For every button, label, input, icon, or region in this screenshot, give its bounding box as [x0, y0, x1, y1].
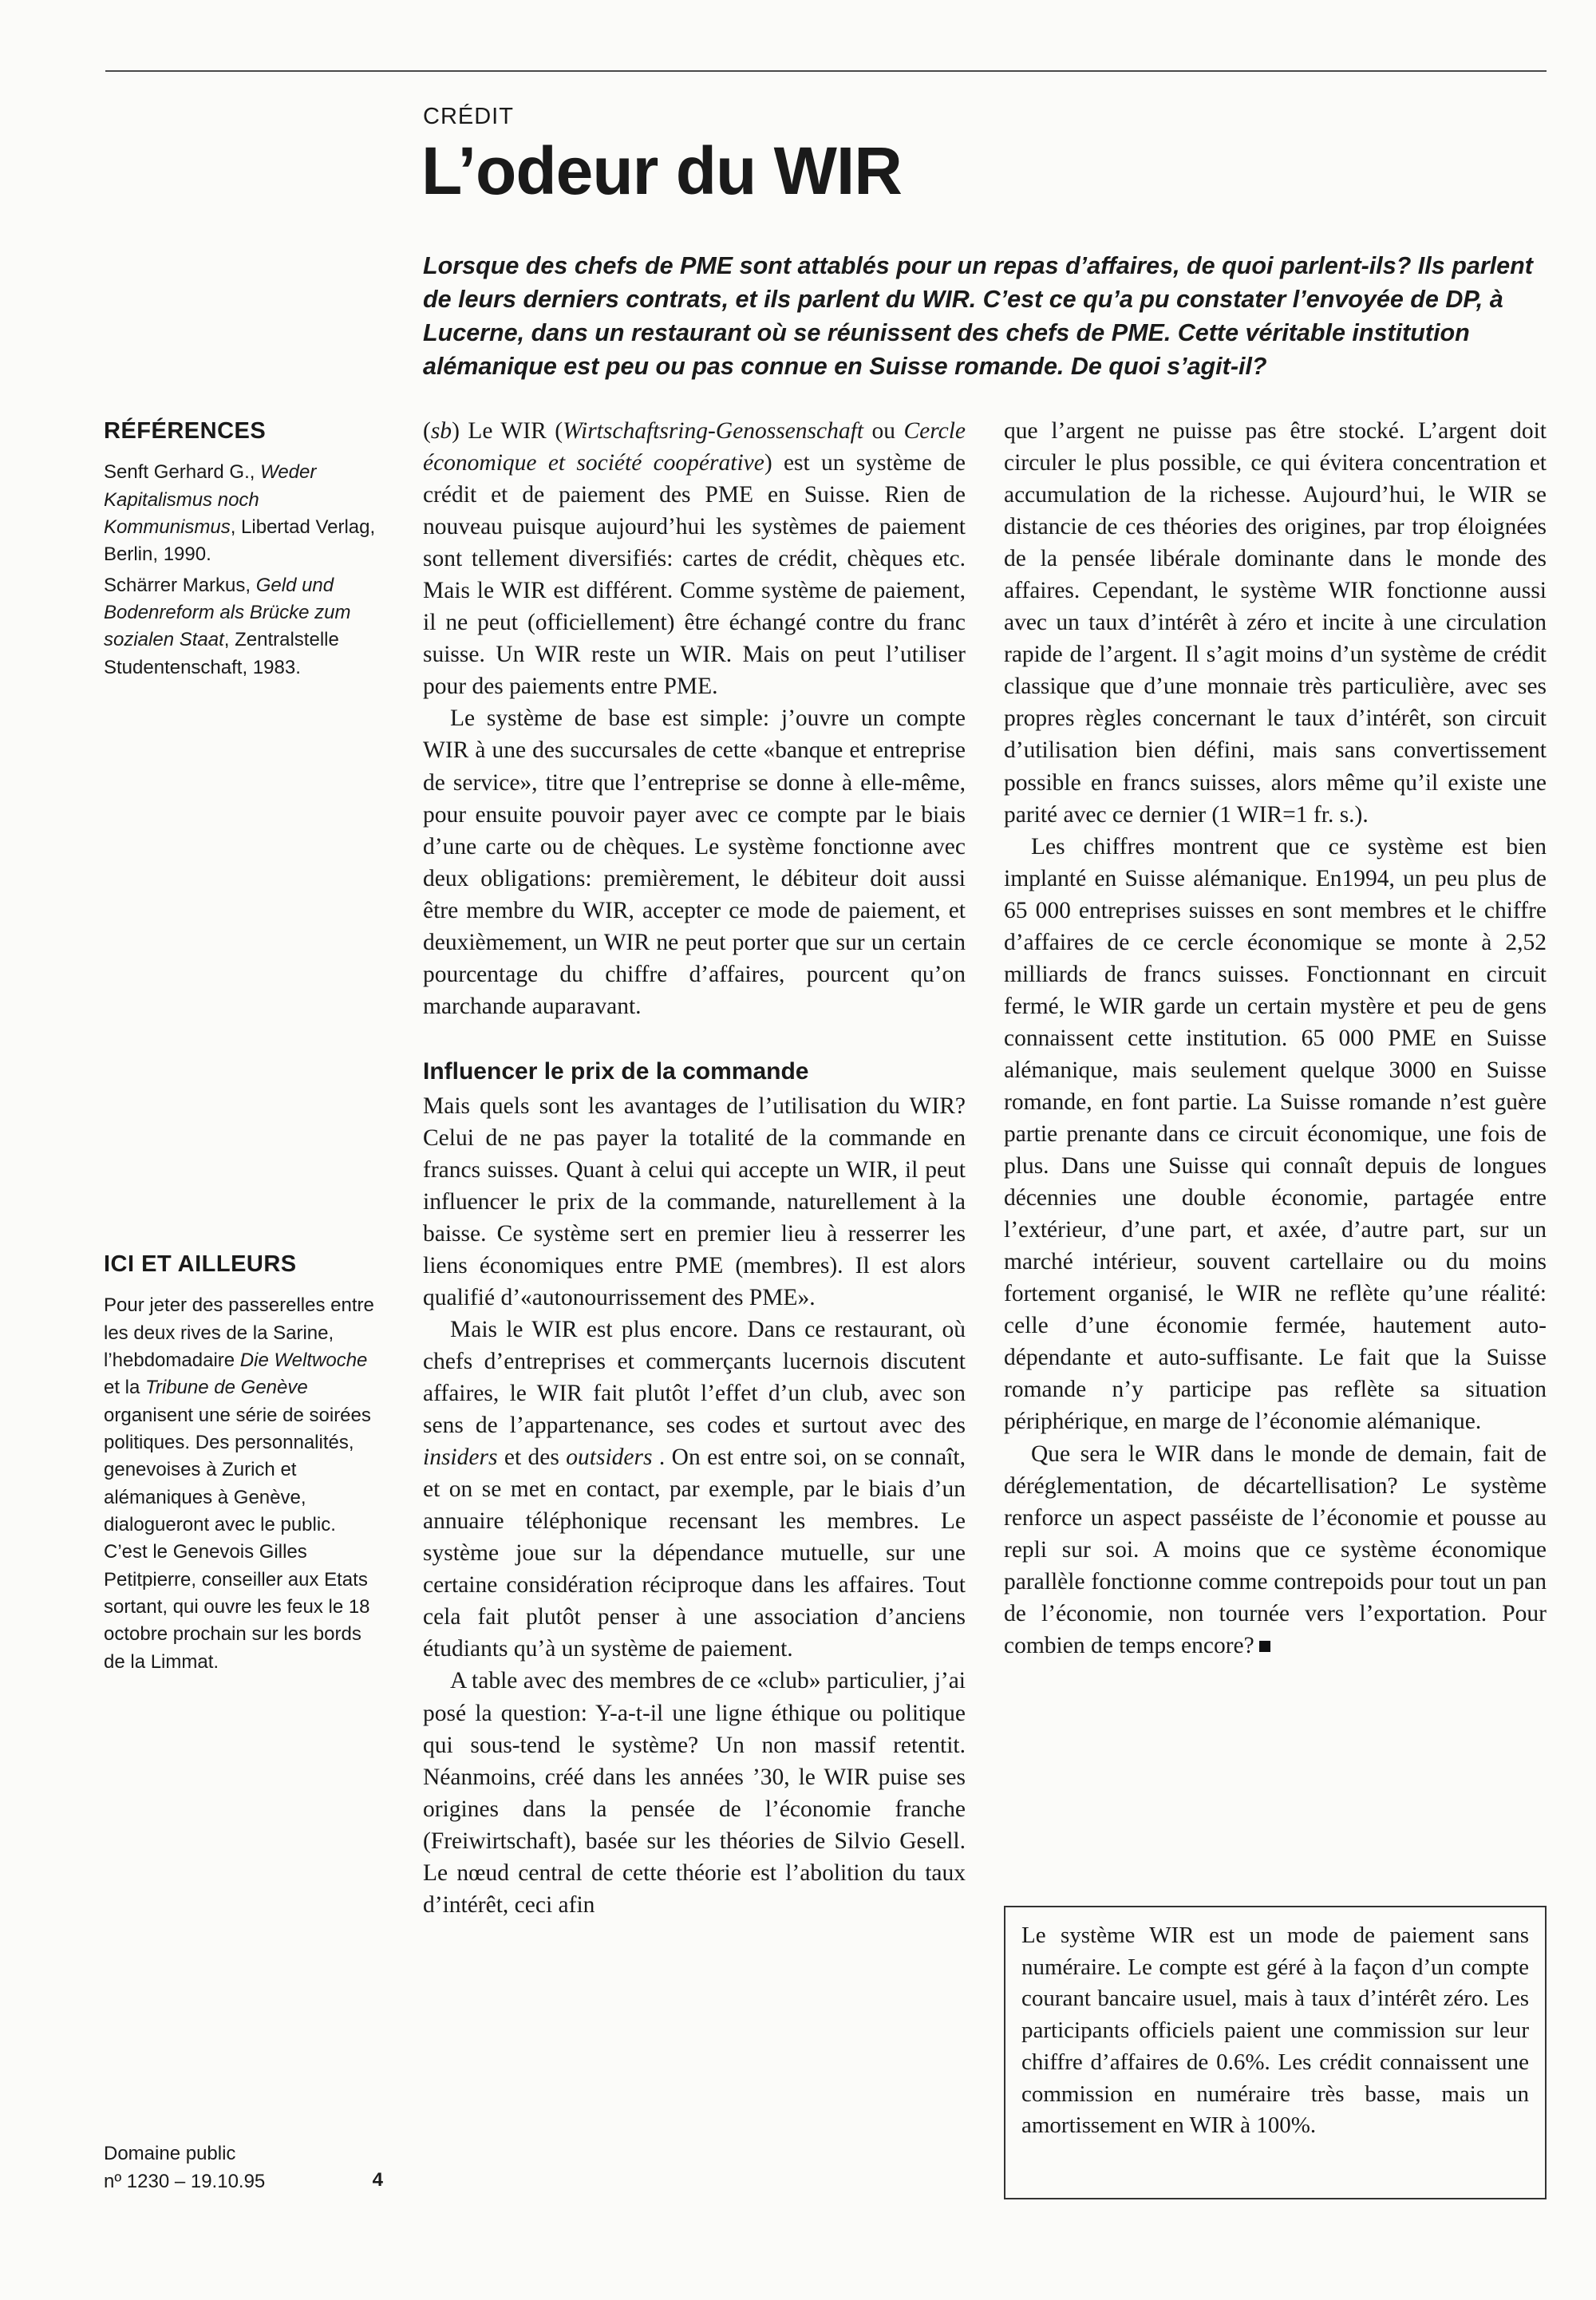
- paragraph: (sb) Le WIR (Wirtschaftsring-Genossenschaft ou Cercle économique et société coopérative) est un système de crédit et de paiement des PME en Suisse. Rien de nouveau puisque aujourd’hui les systèmes de paiement sont tellement diversifiés: cartes de crédit, chèques etc. Mais le WIR est différent. Comme système de paiement, il ne peut (officiellement) être échangé contre du franc suisse. Un WIR reste un WIR. Mais on peut l’utiliser pour des paiements entre PME.: [423, 418, 966, 700]
- publication-name: Domaine public: [104, 2143, 236, 2164]
- article-column-2: [1004, 415, 1547, 1662]
- ici-ailleurs-text: Pour jeter des passerelles entre les deux rives de la Sarine, l’hebdomadaire Die Weltwoche et la Tribune de Genève organisent une série de soirées politiques. Des personnalités, genevoises à Zurich et alémaniques à Genève, dialogueront avec le public. C’est le Genevois Gilles Petitpierre, conseiller aux Etats sortant, qui ouvre les feux le 18 octobre prochain sur les bords de la Limmat.: [104, 1294, 374, 1673]
- reference-title: Geld und Bodenreform als Brücke zum sozialen Staat: [104, 574, 351, 651]
- paragraph: Mais quels sont les avantages de l’utilisation du WIR? Celui de ne pas payer la totalité de la commande en francs suisses. Quant à celui qui accepte un WIR, il peut influencer le prix de la commande, naturellement à la baisse. Ce système sert en premier lieu à resserrer les liens économiques entre PME (membres). Il est alors qualifié d’«autonourrissement des PME».: [423, 1093, 966, 1310]
- subheading: Influencer le prix de la commande: [423, 1057, 809, 1085]
- reference-publisher: , Libertad Verlag, Berlin, 1990.: [104, 516, 376, 566]
- article-title: L’odeur du WIR: [421, 133, 902, 208]
- info-box: Le système WIR est un mode de paiement sans numéraire. Le compte est géré à la façon d’un compte courant bancaire usuel, mais à taux d’intérêt zéro. Les participants officiels paient une commission sur leur chiffre d’affaires de 0.6%. Les crédit connaissent une commission en numéraire très basse, mais un amortissement en WIR à 100%.: [1004, 1906, 1547, 2199]
- paragraph: que l’argent ne puisse pas être stocké. L’argent doit circuler le plus possible, ce qui évitera concentration et accumulation de la richesse. Aujourd’hui, le WIR se distancie de ces théories des origines, par trop éloignées de la pensée libérale dominante dans le monde des affaires. Cependant, le système WIR fonctionne aussi avec un taux d’intérêt à zéro et incite à une circulation rapide de l’argent. Il s’agit moins d’un système de crédit classique que d’une monnaie très particulière, avec ses propres règles concernant le taux d’intérêt, son circuit d’utilisation bien défini, mais sans convertissement possible en francs suisses, alors même qu’il existe une parité avec ce dernier (1 WIR=1 fr. s.).: [1004, 418, 1547, 828]
- references-heading: RÉFÉRENCES: [104, 418, 267, 444]
- reference-author: Schärrer Markus,: [104, 574, 256, 596]
- publication-name: Tribune de Genève: [145, 1377, 308, 1399]
- reference-item: [104, 572, 383, 682]
- reference-title: Weder Kapitalismus noch Kommunismus: [104, 461, 317, 539]
- reference-item: [104, 459, 383, 568]
- issue-info: nº 1230 – 19.10.95: [104, 2170, 266, 2192]
- paragraph: Les chiffres montrent que ce système est bien implanté en Suisse alémanique. En1994, un peu plus de 65 000 entreprises suisses en sont membres et le chiffre d’affaires de ce cercle économique se monte à 2,52 milliards de francs suisses. Fonctionnant en circuit fermé, le WIR garde un certain mystère et peu de gens connaissent cette institution. 65 000 PME en Suisse alémanique, mais seulement quelque 3000 en Suisse romande, en font partie. La Suisse romande n’est guère partie prenante dans ce circuit économique, une fois de plus. Dans une Suisse qui connaît depuis de longues décennies une double économie, partagée entre l’extérieur, d’une part, et axée, d’autre part, sur un marché intérieur, souvent cartellaire ou du moins fortement organisé, le WIR ne reflète qu’une réalité: celle d’une économie fermée, hautement auto-dépendante et auto-suffisante. Le fait que la Suisse romande n’y participe pas reflète sa situation périphérique, en marge de l’économie alémanique.: [1004, 833, 1547, 1435]
- references-sidebar: [104, 415, 383, 685]
- page-number: 4: [372, 2168, 383, 2191]
- paragraph: Mais le WIR est plus encore. Dans ce restaurant, où chefs d’entreprises et commerçants lucernois discutent affaires, le WIR fait plutôt l’effet d’un club, avec son sens de l’appartenance, ses codes et surtout avec des insiders et des outsiders . On est entre soi, on se connaît, et on se met en contact, par exemple, par le biais d’un annuaire téléphonique recensant les membres. Le système joue sur la dépendance mutuelle, sur une certaine considération réciproque dans les affaires. Tout cela fait plutôt penser à une association d’anciens étudiants qu’à un système de paiement.: [423, 1316, 966, 1662]
- reference-author: Senft Gerhard G.,: [104, 461, 261, 484]
- ici-ailleurs-heading: ICI ET AILLEURS: [104, 1251, 297, 1277]
- section-kicker: CRÉDIT: [423, 104, 514, 129]
- article-column-1: [423, 415, 966, 1921]
- ici-ailleurs-sidebar: [104, 1248, 383, 1679]
- author-initials: sb: [430, 418, 452, 444]
- reference-publisher: , Zentralstelle Studentenschaft, 1983.: [104, 629, 339, 678]
- paragraph: A table avec des membres de ce «club» particulier, j’ai posé la question: Y-a-t-il une ligne éthique ou politique qui sous-tend le système? Un non massif retentit. Néanmoins, créé dans les années ’30, le WIR puise ses origines dans la pensée de l’économie franche (Freiwirtschaft), basée sur les théories de Silvio Gesell. Le nœud central de cette théorie est l’abolition du taux d’intérêt, ceci afin: [423, 1668, 966, 1918]
- publication-name: Die Weltwoche: [239, 1350, 368, 1372]
- top-rule: [105, 70, 1547, 72]
- paragraph: Le système de base est simple: j’ouvre un compte WIR à une des succursales de cette «banque et entreprise de service», titre que l’entreprise se donne à elle-même, pour ensuite pouvoir payer avec ce compte par le biais d’une carte ou de chèques. Le système fonctionne avec deux obligations: premièrement, le débiteur doit aussi être membre du WIR, accepter ce mode de paiement, et deuxièmement, un WIR ne peut porter que sur un certain pourcentage du chiffre d’affaires, pourcent qu’on marchande auparavant.: [423, 705, 966, 1019]
- article-lead: Lorsque des chefs de PME sont attablés pour un repas d’affaires, de quoi parlent-ils? Ils parlent de leurs derniers contrats, et ils parlent du WIR. C’est ce qu’a pu constater l’envoyée de DP, à Lucerne, dans un restaurant où se réunissent des chefs de PME. Cette véritable institution alémanique est peu ou pas connue en Suisse romande. De quoi s’agit-il?: [423, 252, 1533, 381]
- paragraph: Que sera le WIR dans le monde de demain, fait de déréglementation, de décartellisation? Le système renforce un aspect passéiste de l’économie et pousse au repli sur soi. A moins que ce système économique parallèle fonctionne comme contrepoids pour tout un pan de l’économie, non tournée vers l’exportation. Pour combien de temps encore?: [1004, 1440, 1547, 1658]
- page-footer: [104, 2140, 383, 2196]
- end-of-article-mark: [1259, 1641, 1270, 1652]
